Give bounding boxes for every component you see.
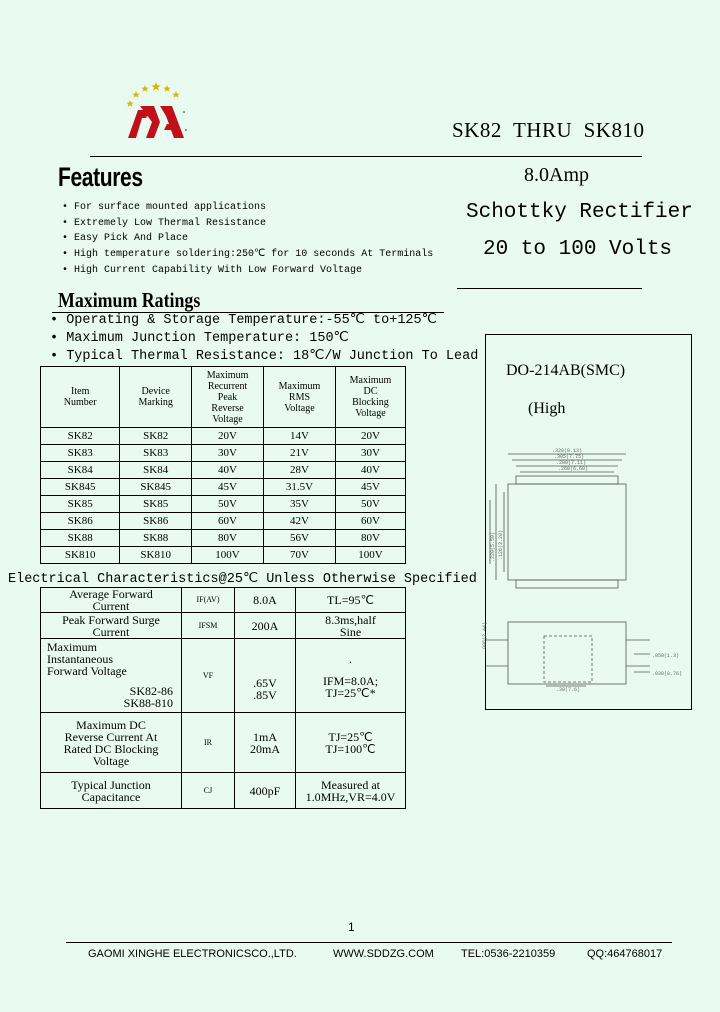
- part-number-range: SK82 THRU SK810: [452, 118, 645, 142]
- logo-stars: [126, 82, 180, 107]
- package-body-top-view: [508, 484, 626, 580]
- param-cell: Typical Junction Capacitance: [41, 773, 182, 809]
- rating-item: • Operating & Storage Temperature:-55℃ to+125℃: [50, 312, 478, 330]
- table-cell: 70V: [264, 547, 336, 564]
- table-row: [41, 496, 406, 513]
- table-cell: 31.5V: [264, 479, 336, 496]
- table-row: [41, 588, 406, 613]
- condition-cell: TJ=25℃ TJ=100℃: [296, 713, 406, 773]
- table-cell: SK88: [41, 530, 120, 547]
- table-row: [41, 428, 406, 445]
- col-header: Maximum RMS Voltage: [264, 367, 336, 428]
- svg-text:.30(7.6): .30(7.6): [556, 687, 581, 693]
- table-cell: 80V: [335, 530, 405, 547]
- table-cell: SK845: [120, 479, 192, 496]
- table-cell: 80V: [192, 530, 264, 547]
- col-header: Item Number: [41, 367, 120, 428]
- table-cell: SK84: [41, 462, 120, 479]
- feature-item: • Extremely Low Thermal Resistance: [62, 216, 433, 232]
- table-cell: 20V: [192, 428, 264, 445]
- symbol-cell: IFSM: [182, 613, 235, 639]
- summary-type: Schottky Rectifier: [466, 201, 693, 224]
- table-cell: SK85: [120, 496, 192, 513]
- table-cell: 20V: [335, 428, 405, 445]
- symbol-cell: VF: [182, 639, 235, 713]
- table-cell: 50V: [335, 496, 405, 513]
- table-row: [41, 547, 406, 564]
- table-cell: SK82: [120, 428, 192, 445]
- package-dimension-drawing: [482, 440, 690, 706]
- value-cell: 1mA 20mA: [235, 713, 296, 773]
- svg-text:.050(1.3): .050(1.3): [652, 653, 680, 659]
- rating-item: • Maximum Junction Temperature: 150℃: [50, 330, 478, 348]
- table-cell: 45V: [192, 479, 264, 496]
- table-cell: 60V: [192, 513, 264, 530]
- condition-dot: .: [349, 651, 352, 666]
- table-cell: 45V: [335, 479, 405, 496]
- features-heading: Features: [58, 162, 143, 192]
- table-cell: SK83: [120, 445, 192, 462]
- symbol-cell: CJ: [182, 773, 235, 809]
- table-row: [41, 445, 406, 462]
- param-cell: [41, 639, 182, 713]
- electrical-heading: Electrical Characteristics@25℃ Unless Otherwise Specified: [8, 572, 477, 587]
- max-ratings-list: [50, 312, 478, 366]
- header-divider: [90, 156, 642, 157]
- table-cell: SK810: [41, 547, 120, 564]
- table-header-row: [41, 367, 406, 428]
- table-cell: SK86: [41, 513, 120, 530]
- table-row: [41, 639, 406, 713]
- footer-qq: QQ:464768017: [587, 948, 663, 960]
- table-row: [41, 513, 406, 530]
- param-cell: Average Forward Current: [41, 588, 182, 613]
- max-ratings-heading: Maximum Ratings: [58, 288, 201, 312]
- svg-text:.220(5.59): .220(5.59): [490, 531, 496, 562]
- param-main: Maximum Instantaneous Forward Voltage: [47, 640, 127, 678]
- table-cell: SK83: [41, 445, 120, 462]
- table-cell: 42V: [264, 513, 336, 530]
- col-header: Maximum DC Blocking Voltage: [335, 367, 405, 428]
- table-cell: 100V: [335, 547, 405, 564]
- value-cell: 400pF: [235, 773, 296, 809]
- table-cell: 56V: [264, 530, 336, 547]
- svg-text:.030(0.76): .030(0.76): [652, 671, 683, 677]
- terminal-top: [516, 476, 618, 484]
- param-sub: SK82-86 SK88-810: [123, 684, 173, 710]
- table-cell: 14V: [264, 428, 336, 445]
- footer-company: GAOMI XINGHE ELECTRONICSCO.,LTD.: [88, 948, 297, 960]
- table-cell: 35V: [264, 496, 336, 513]
- table-cell: 60V: [335, 513, 405, 530]
- feature-item: • High temperature soldering:250℃ for 10 seconds At Terminals: [62, 247, 433, 263]
- svg-text:.126(3.20): .126(3.20): [498, 529, 504, 560]
- table-cell: 40V: [335, 462, 405, 479]
- table-cell: SK86: [120, 513, 192, 530]
- symbol-cell: IF(AV): [182, 588, 235, 613]
- terminal-bottom: [516, 580, 618, 588]
- table-row: [41, 713, 406, 773]
- logo-mark: [128, 106, 184, 138]
- table-cell: 100V: [192, 547, 264, 564]
- ratings-table-body: [41, 428, 406, 564]
- table-cell: SK810: [120, 547, 192, 564]
- param-cell: Maximum DC Reverse Current At Rated DC Blocking Voltage: [41, 713, 182, 773]
- svg-text:.260(6.60): .260(6.60): [558, 466, 589, 472]
- feature-item: • Easy Pick And Place: [62, 231, 433, 247]
- table-cell: SK82: [41, 428, 120, 445]
- page-number: 1: [348, 920, 355, 934]
- table-cell: 28V: [264, 462, 336, 479]
- table-cell: 30V: [192, 445, 264, 462]
- ratings-table: [40, 366, 406, 564]
- feature-item: • High Current Capability With Low Forward Voltage: [62, 263, 433, 279]
- table-cell: 50V: [192, 496, 264, 513]
- table-cell: 21V: [264, 445, 336, 462]
- table-cell: 30V: [335, 445, 405, 462]
- rating-item: • Typical Thermal Resistance: 18℃/W Junction To Lead: [50, 348, 478, 366]
- footer-divider: [66, 942, 672, 943]
- svg-text:.320(8.13): .320(8.13): [552, 448, 583, 454]
- features-list: [62, 200, 433, 279]
- table-row: [41, 530, 406, 547]
- table-row: [41, 613, 406, 639]
- table-cell: 40V: [192, 462, 264, 479]
- table-row: [41, 773, 406, 809]
- table-row: [41, 479, 406, 496]
- footer-website: WWW.SDDZG.COM: [333, 948, 434, 960]
- symbol-cell: IR: [182, 713, 235, 773]
- package-note: (High: [528, 400, 566, 417]
- package-name: DO-214AB(SMC): [506, 362, 626, 379]
- condition-cell: [296, 639, 406, 713]
- summary-voltage: 20 to 100 Volts: [483, 238, 673, 261]
- value-cell: 200A: [235, 613, 296, 639]
- condition-cell: TL=95℃: [296, 588, 406, 613]
- svg-text:.305(7.75): .305(7.75): [554, 454, 585, 460]
- summary-current: 8.0Amp: [524, 164, 589, 186]
- table-cell: SK85: [41, 496, 120, 513]
- table-cell: SK88: [120, 530, 192, 547]
- value-cell: .65V .85V: [235, 639, 296, 713]
- condition-cell: 8.3ms,half Sine: [296, 613, 406, 639]
- table-cell: SK845: [41, 479, 120, 496]
- param-cell: Peak Forward Surge Current: [41, 613, 182, 639]
- value-cell: 8.0A: [235, 588, 296, 613]
- col-header: Maximum Recurrent Peak Reverse Voltage: [192, 367, 264, 428]
- summary-divider: [457, 288, 642, 289]
- svg-text:.096(2.44): .096(2.44): [482, 621, 488, 652]
- footer-telephone: TEL:0536-2210359: [461, 948, 556, 960]
- condition-text: IFM=8.0A; TJ=25℃*: [322, 673, 379, 700]
- svg-text:.280(7.11): .280(7.11): [556, 460, 587, 466]
- company-logo: [124, 80, 188, 142]
- table-row: [41, 462, 406, 479]
- condition-cell: Measured at 1.0MHz,VR=4.0V: [296, 773, 406, 809]
- table-cell: SK84: [120, 462, 192, 479]
- col-header: Device Marking: [120, 367, 192, 428]
- feature-item: • For surface mounted applications: [62, 200, 433, 216]
- dimension-labels: [482, 448, 682, 693]
- package-body-side-view: [508, 622, 626, 684]
- electrical-table: [40, 587, 406, 809]
